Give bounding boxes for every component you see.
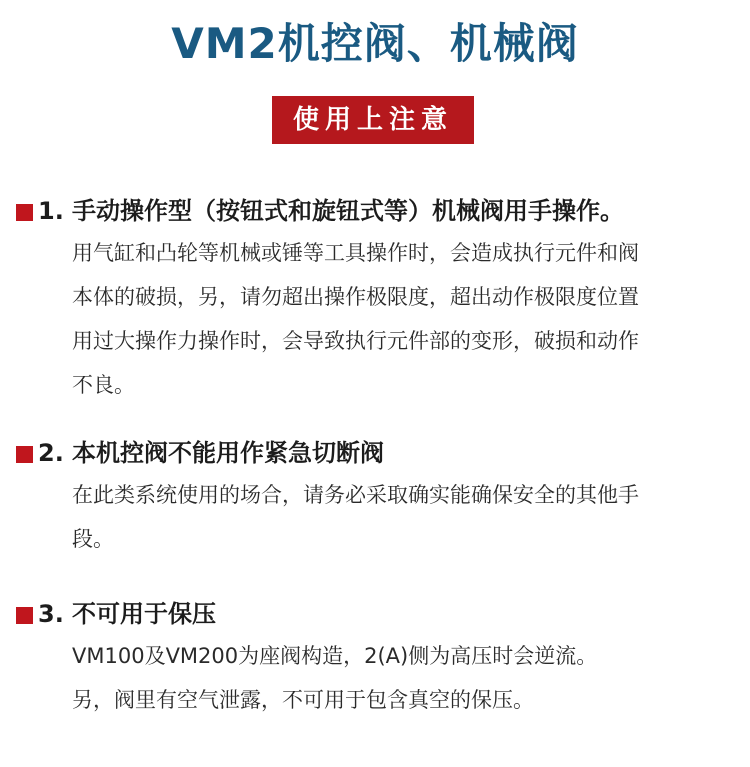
notice-body bbox=[0, 235, 750, 403]
body-line: 不良。 bbox=[72, 373, 135, 397]
notice-section-1 bbox=[0, 193, 750, 403]
body-line: 另，阀里有空气泄露，不可用于包含真空的保压。 bbox=[72, 688, 534, 712]
body-line: VM100及VM200为座阀构造，2(A)侧为高压时会逆流。 bbox=[72, 644, 598, 668]
usage-notes-badge: 使用上注意 bbox=[272, 96, 474, 144]
body-line: 段。 bbox=[72, 527, 114, 551]
body-line: 本体的破损，另，请勿超出操作极限度，超出动作极限度位置 bbox=[72, 285, 639, 309]
notice-heading bbox=[0, 193, 750, 229]
notice-title: 本机控阀不能用作紧急切断阀 bbox=[72, 439, 384, 467]
notice-heading bbox=[0, 435, 750, 471]
body-line: 用过大操作力操作时，会导致执行元件部的变形，破损和动作 bbox=[72, 329, 639, 353]
notice-section-3 bbox=[0, 596, 750, 718]
notice-number: 2. bbox=[38, 439, 64, 467]
body-line: 在此类系统使用的场合，请务必采取确实能确保安全的其他手 bbox=[72, 483, 639, 507]
notice-body bbox=[0, 477, 750, 557]
notice-body bbox=[0, 638, 750, 718]
notice-heading bbox=[0, 596, 750, 632]
body-line: 用气缸和凸轮等机械或锤等工具操作时，会造成执行元件和阀 bbox=[72, 241, 639, 265]
notice-number: 3. bbox=[38, 600, 64, 628]
page-title: VM2机控阀、机械阀 bbox=[171, 19, 579, 68]
notice-title: 手动操作型（按钮式和旋钮式等）机械阀用手操作。 bbox=[72, 197, 624, 225]
notice-title: 不可用于保压 bbox=[72, 600, 216, 628]
square-bullet-icon bbox=[16, 607, 33, 624]
notice-number: 1. bbox=[38, 197, 64, 225]
square-bullet-icon bbox=[16, 446, 33, 463]
notice-section-2 bbox=[0, 435, 750, 557]
square-bullet-icon bbox=[16, 204, 33, 221]
